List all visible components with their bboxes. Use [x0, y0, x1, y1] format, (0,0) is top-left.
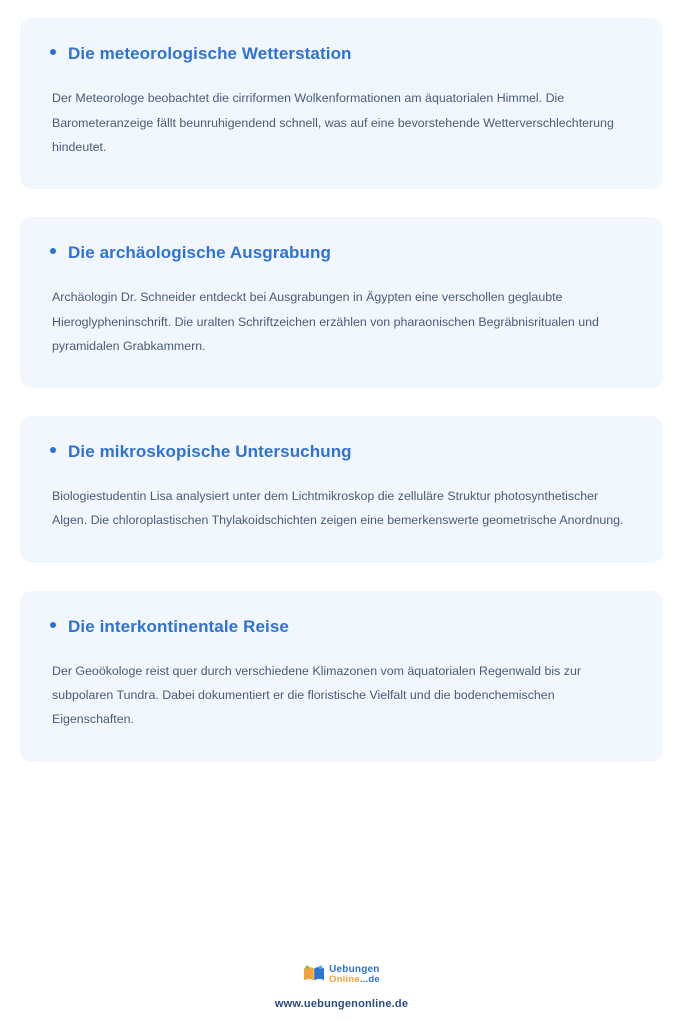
section-card [20, 416, 663, 563]
logo-bottom-suffix: de [368, 973, 380, 985]
section-text: Der Geoökologe reist quer durch verschiedene Klimazonen vom äquatorialen Regenwald bis zur subpolaren Tundra. Dabei dokumentiert er die floristische Vielfalt und die bodenchemischen Eigenschaften. [52, 664, 581, 727]
section-card [20, 18, 663, 189]
section-heading [50, 442, 633, 462]
section-heading [50, 243, 633, 263]
site-url[interactable]: www.uebungenonline.de [274, 998, 409, 1010]
logo-bottom-main: Online [329, 973, 360, 985]
section-title: Die meteorologische Wetterstation [68, 44, 352, 63]
section-card [20, 217, 663, 388]
logo-wordmark [329, 965, 380, 985]
bullet-icon [50, 622, 56, 628]
section-text: Der Meteorologe beobachtet die cirriformen Wolkenformationen am äquatorialen Himmel. Die Barometeranzeige fällt beunruhigendend schnell, was auf eine bevorstehende Wetterverschlechterung hindeutet. [52, 91, 614, 154]
bullet-icon [50, 447, 56, 453]
section-title: Die archäologische Ausgrabung [68, 242, 331, 262]
section-text: Biologiestudentin Lisa analysiert unter dem Lichtmikroskop die zelluläre Struktur photosynthetischer Algen. Die chloroplastischen Thylakoidschichten zeigen eine bemerkenswerte geometrische Anordnung. [52, 489, 624, 528]
section-heading [50, 617, 633, 637]
section-card [20, 591, 663, 762]
site-logo[interactable] [303, 965, 380, 985]
bullet-icon [50, 49, 56, 55]
logo-bottom-dots: ... [359, 973, 369, 985]
section-list [20, 18, 663, 762]
section-title: Die mikroskopische Untersuchung [68, 441, 352, 461]
logo-bottom-text [329, 975, 380, 985]
section-heading [50, 44, 633, 64]
page-footer [20, 965, 663, 1024]
open-book-icon [303, 965, 325, 983]
logo-top-text: Uebungen [329, 963, 380, 975]
section-title: Die interkontinentale Reise [68, 616, 289, 636]
section-text: Archäologin Dr. Schneider entdeckt bei Ausgrabungen in Ägypten eine verschollen geglaubte Hieroglypheninschrift. Die uralten Schriftzeichen erzählen von pharaonischen Begräbnisritualen und pyramidalen Grabkammern. [52, 290, 599, 353]
bullet-icon [50, 248, 56, 254]
